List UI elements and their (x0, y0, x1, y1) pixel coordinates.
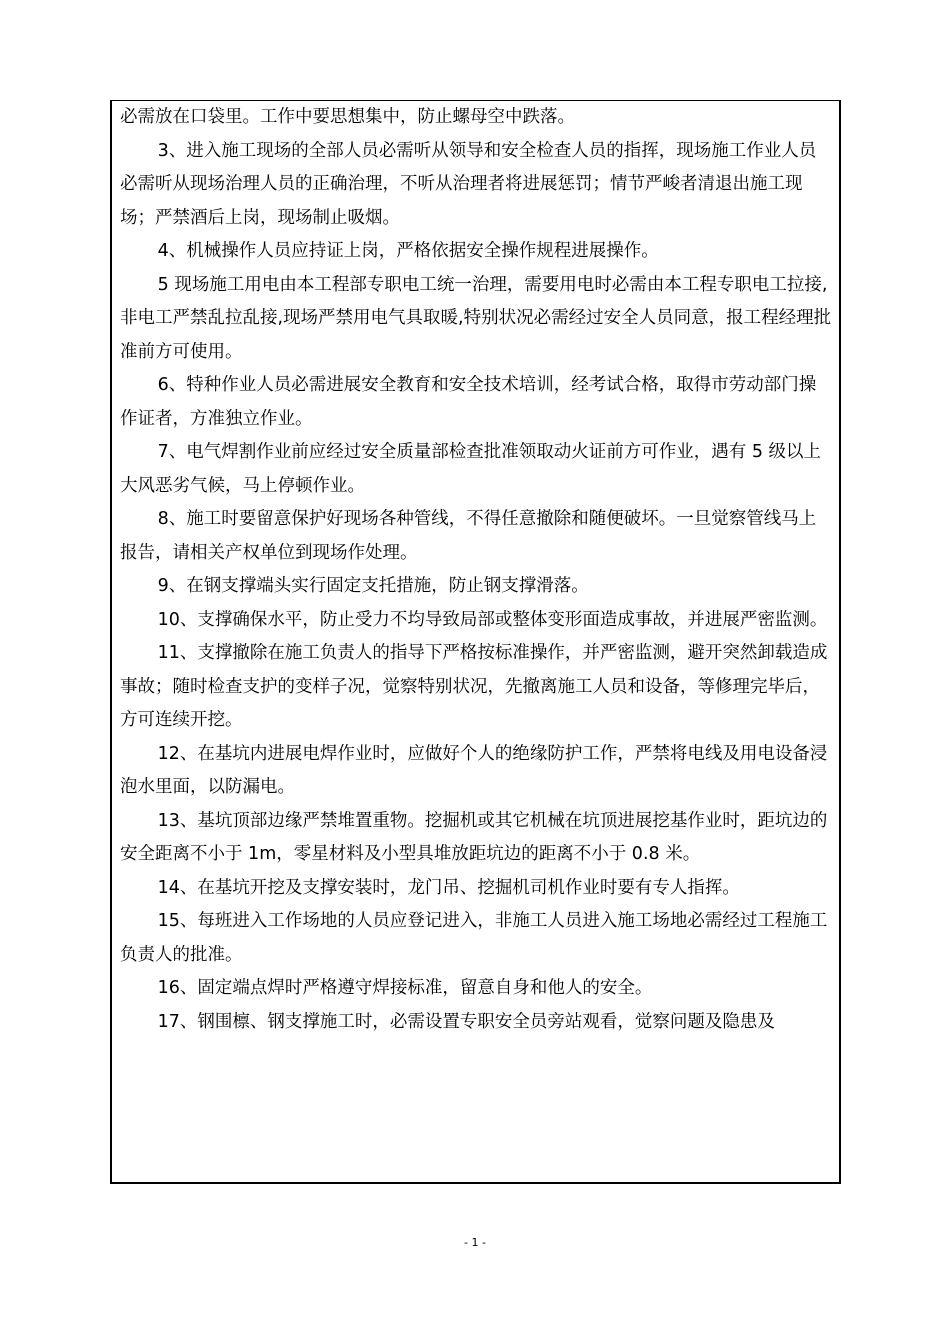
paragraph-item-12: 12、在基坑内进展电焊作业时，应做好个人的绝缘防护工作，严禁将电线及用电设备浸泡水里面，以防漏电。 (120, 743, 828, 797)
paragraph-item-7: 7、电气焊割作业前应经过安全质量部检查批准领取动火证前方可作业，遇有 5 级以上大风恶劣气候，马上停顿作业。 (120, 442, 822, 496)
paragraph-item-4: 4、机械操作人员应持证上岗，严格依据安全操作规程进展操作。 (157, 241, 659, 261)
paragraph-item-9: 9、在钢支撑端头实行固定支托措施，防止钢支撑滑落。 (157, 576, 589, 596)
document-body (120, 101, 832, 1039)
paragraph-item-5: 5 现场施工用电由本工程部专职电工统一治理，需要用电时必需由本工程专职电工拉接,非电工严禁乱拉乱接,现场严禁用电气具取暖,特别状况必需经过安全人员同意，报工程经理批准前方可使用。 (120, 274, 832, 362)
paragraph-item-15: 15、每班进入工作场地的人员应登记进入，非施工人员进入施工场地必需经过工程施工负责人的批准。 (120, 911, 828, 965)
paragraph-item-17: 17、钢围檩、钢支撑施工时，必需设置专职安全员旁站观看，觉察问题及隐患及 (157, 1011, 775, 1032)
paragraph-item-11: 11、支撑撤除在施工负责人的指导下严格按标准操作，并严密监测，避开突然卸载造成事故；随时检查支护的变样子况，觉察特别状况，先撤离施工人员和设备，等修理完毕后，方可连续开挖。 (120, 643, 828, 730)
document-frame (110, 100, 841, 1184)
paragraph-item-8: 8、施工时要留意保护好现场各种管线，不得任意撤除和随便破坏。一旦觉察管线马上报告，请相关产权单位到现场作处理。 (120, 509, 817, 563)
paragraph-continuation: 必需放在口袋里。工作中要思想集中，防止螺母空中跌落。 (120, 107, 575, 127)
paragraph-item-14: 14、在基坑开挖及支撑安装时，龙门吊、挖掘机司机作业时要有专人指挥。 (157, 877, 740, 898)
page-number: - 1 - (464, 1236, 486, 1249)
paragraph-item-13: 13、基坑顶部边缘严禁堆置重物。挖掘机或其它机械在坑顶进展挖基作业时，距坑边的安全距离不小于 1m，零星材料及小型具堆放距坑边的距离不小于 0.8 米。 (120, 810, 828, 864)
paragraph-item-16: 16、固定端点焊时严格遵守焊接标准，留意自身和他人的安全。 (157, 978, 653, 998)
paragraph-item-6: 6、特种作业人员必需进展安全教育和安全技术培训，经考试合格，取得市劳动部门操作证者，方准独立作业。 (120, 375, 817, 429)
paragraph-item-3: 3、进入施工现场的全部人员必需听从领导和安全检查人员的指挥，现场施工作业人员必需听从现场治理人员的正确治理，不听从治理者将进展惩罚；情节严峻者清退出施工现场；严禁酒后上岗，现场制止吸烟。 (120, 140, 817, 228)
paragraph-item-10: 10、支撑确保水平，防止受力不均导致局部或整体变形面造成事故，并进展严密监测。 (157, 609, 828, 630)
